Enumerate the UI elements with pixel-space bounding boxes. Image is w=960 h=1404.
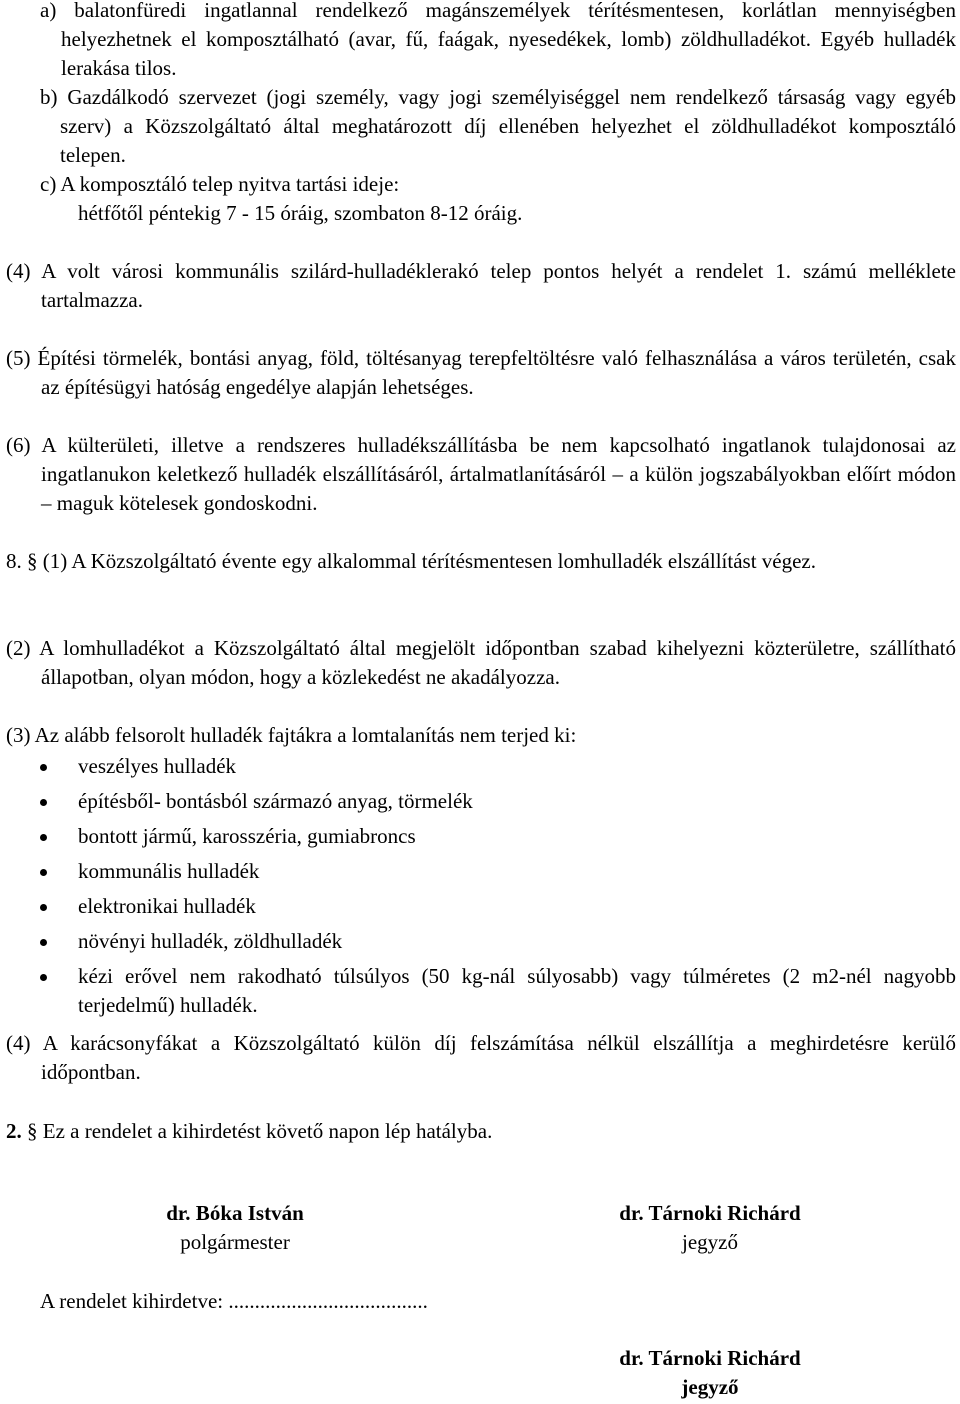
promulgation-line: A rendelet kihirdetve: ...................................... <box>40 1289 428 1313</box>
section-8-paragraph-4: (4) A karácsonyfákat a Közszolgáltató külön díj felszámítása nélkül elszállítja a meghirdetésre kerülő időpontban. <box>6 1031 956 1084</box>
list-item-text: kommunális hulladék <box>78 859 260 883</box>
section-8-paragraph-1: 8. § (1) A Közszolgáltató évente egy alkalommal térítésmentesen lomhulladék elszállítást végez. <box>6 549 816 573</box>
effective-date-clause <box>6 1117 492 1146</box>
section-text: § Ez a rendelet a kihirdetést követő napon lép hatályba. <box>27 1119 493 1143</box>
item-c-heading: c) A komposztáló telep nyitva tartási ideje: <box>40 172 400 196</box>
section-number: 2. <box>6 1119 22 1143</box>
item-a-paragraph: a) balatonfüredi ingatlannal rendelkező magánszemélyek térítésmentesen, korlátlan mennyiségben helyezhetnek el komposztálható (avar, fű, faágak, nyesedékek, lomb) zöldhulladékot. Egyéb hulladék lerakása tilos. <box>40 0 956 80</box>
mayor-name: dr. Bóka István <box>166 1201 304 1225</box>
bullet-icon <box>40 834 47 841</box>
section-8-paragraph-3-intro: (3) Az alább felsorolt hulladék fajtákra a lomtalanítás nem terjed ki: <box>6 723 577 747</box>
bullet-icon <box>40 939 47 946</box>
list-item-text: veszélyes hulladék <box>78 754 237 778</box>
paragraph-6-outskirts: (6) A külterületi, illetve a rendszeres hulladékszállításba be nem kapcsolható ingatlanok tulajdonosai az ingatlanukon keletkező hulladék elszállításáról, ártalmatlanításáról – a külön jogszabályokban előírt módon – maguk kötelesek gondoskodni. <box>6 433 956 515</box>
paragraph-5-construction-waste: (5) Építési törmelék, bontási anyag, föld, töltésanyag terepfeltöltésre való felhasználása a város területén, csak az építésügyi hatóság engedélye alapján lehetséges. <box>6 346 956 399</box>
bullet-icon <box>40 799 47 806</box>
item-c-hours: hétfőtől péntekig 7 - 15 óráig, szombaton 8-12 óráig. <box>78 201 523 225</box>
bullet-icon <box>40 869 47 876</box>
notary-name: dr. Tárnoki Richárd <box>619 1201 801 1225</box>
mayor-title: polgármester <box>180 1230 290 1254</box>
list-item-text: bontott jármű, karosszéria, gumiabroncs <box>78 824 416 848</box>
bullet-icon <box>40 974 47 981</box>
list-item-text: építésből- bontásból származó anyag, törmelék <box>78 789 473 813</box>
bullet-icon <box>40 764 47 771</box>
promulgation-signer-name: dr. Tárnoki Richárd <box>619 1346 801 1370</box>
notary-title: jegyző <box>682 1230 738 1254</box>
item-b-paragraph: b) Gazdálkodó szervezet (jogi személy, vagy jogi személyiséggel nem rendelkező társaság vagy egyéb szerv) a Közszolgáltató által meghatározott díj ellenében helyezhet el zöldhulladékot komposztáló telepen. <box>40 85 956 167</box>
paragraph-4-landfill: (4) A volt városi kommunális szilárd-hulladéklerakó telep pontos helyét a rendelet 1. számú melléklete tartalmazza. <box>6 259 956 312</box>
section-8-paragraph-2: (2) A lomhulladékot a Közszolgáltató által megjelölt időpontban szabad kihelyezni közterületre, szállítható állapotban, olyan módon, hogy a közlekedést ne akadályozza. <box>6 636 956 689</box>
promulgation-signer-title: jegyző <box>681 1375 739 1399</box>
list-item-text: növényi hulladék, zöldhulladék <box>78 929 343 953</box>
bullet-icon <box>40 904 47 911</box>
list-item-text: elektronikai hulladék <box>78 894 256 918</box>
list-item-text: kézi erővel nem rakodható túlsúlyos (50 kg-nál súlyosabb) vagy túlméretes (2 m2-nél nagyobb terjedelmű) hulladék. <box>78 964 956 1017</box>
